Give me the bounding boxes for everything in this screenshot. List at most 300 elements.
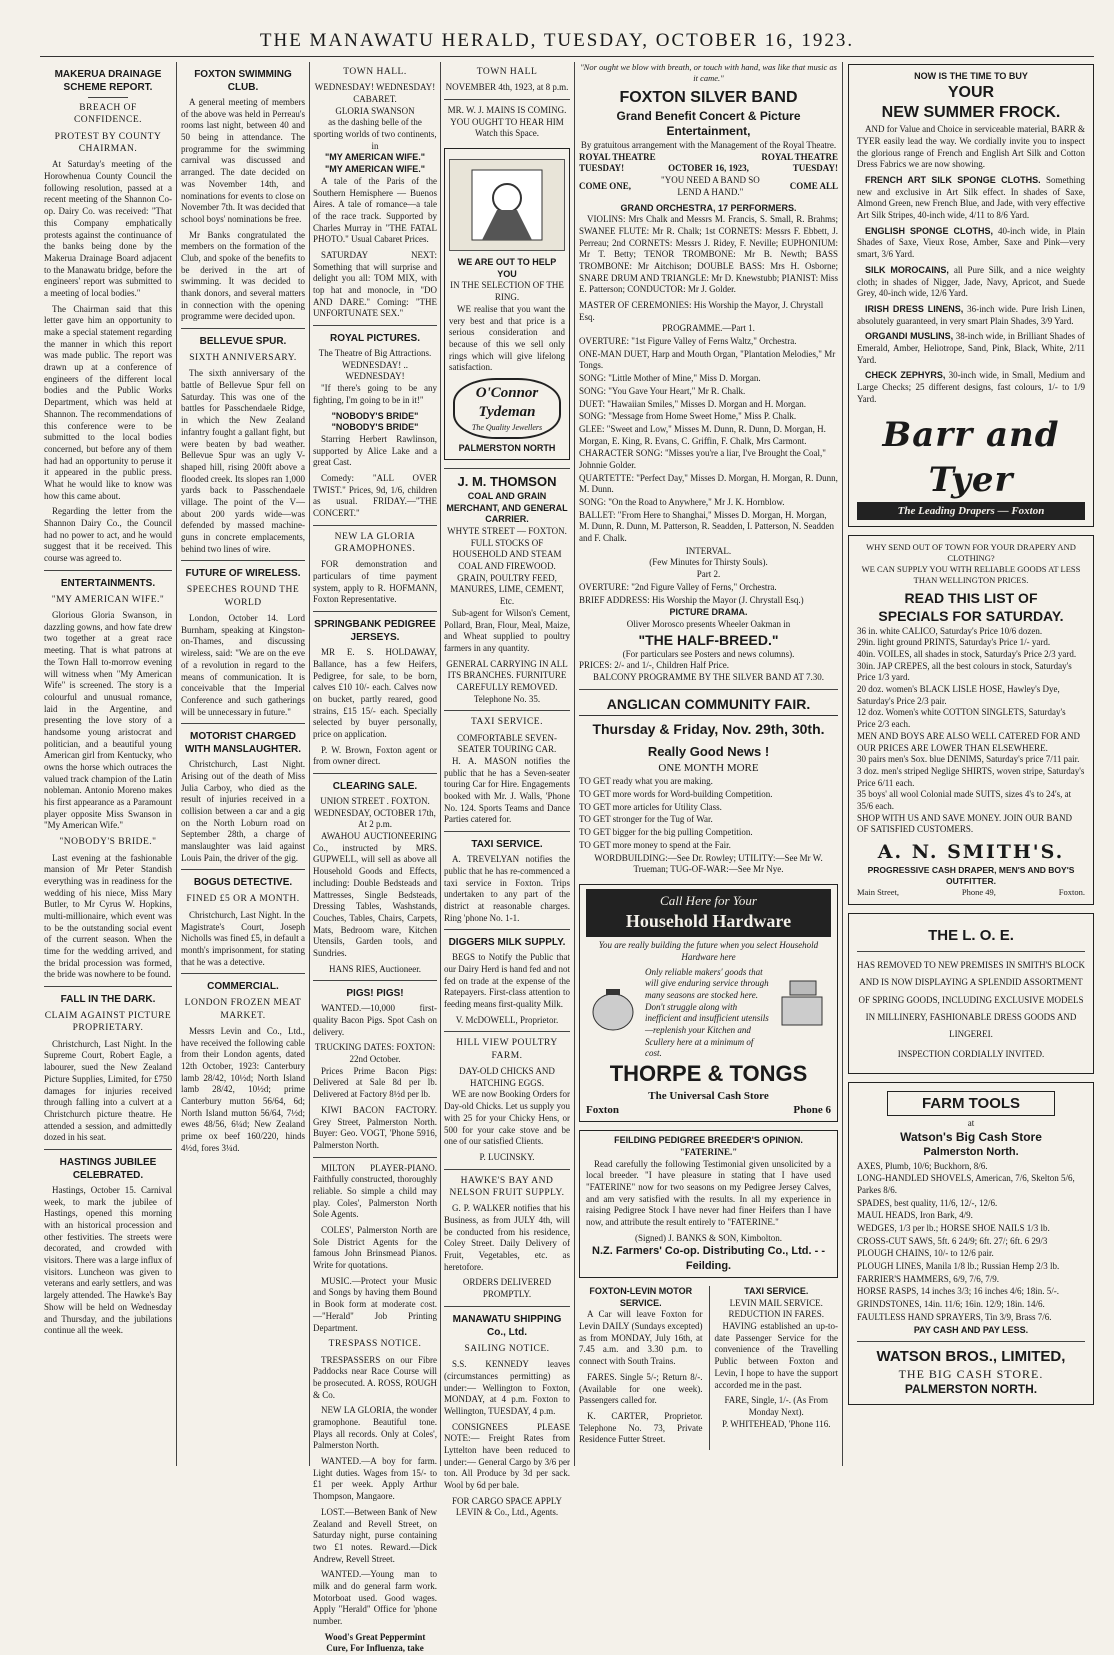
special-item: 12 doz. Women's white COTTON SINGLETS, Saturday's Price 2/3 each. — [857, 707, 1066, 730]
headline: HASTINGS JUBILEE CELEBRATED. — [59, 1156, 157, 1181]
tool-item: CROSS-CUT SAWS, 5ft. 6 24/9; 6ft. 27/; 6ft. 6 29/3 — [857, 1235, 1048, 1246]
ad-line: ROYAL THEATRE — [579, 151, 656, 162]
column-ads-5 — [579, 62, 838, 1464]
smith-ad — [848, 535, 1094, 905]
fabric-name: ENGLISH SPONGE CLOTHS, — [865, 225, 999, 236]
ad-line: GLORIA SWANSON — [335, 105, 415, 116]
divider — [44, 1149, 172, 1150]
column-rule — [440, 62, 441, 1466]
fair-list — [579, 776, 838, 851]
headline: COMMERCIAL. — [207, 981, 279, 993]
tool-item: SPADES, best quality, 11/6, 12/-, 12/6. — [857, 1197, 998, 1208]
farm-tools-ad — [848, 1082, 1094, 1405]
ad-text: KIWI BACON FACTORY. Grey Street, Palmerston North. Buyer: Geo. VOGT, 'Phone 5916, Palmerston North. — [313, 1104, 437, 1150]
article-text: Hastings, October 15. Carnival week, to mark the jubilee of Hastings, opened this morning with an historical procession and other festivities. The streets were decorated, and crowded with visitors. There was a large influx of visitors. Luncheon was given to veterans and early settlers, and was largely attended. The Hawke's Bay Show will be held on Wednesday and Thursday, and the jubilations continue all the week. — [44, 1184, 172, 1336]
ad-text: MILTON PLAYER-PIANO. Faithfully constructed, thoroughly reliable. So simple a child may play. Coles', Palmerston North Sole Agents. — [313, 1162, 437, 1220]
ad-line: Palmerston North. — [923, 1146, 1019, 1159]
article-text: A general meeting of members of the above was held in Perreau's rooms last night, between 40 and 50 being in attendance. The programme for the swimming carnival was discussed and arranged. The date decided on was November 14th, and nominations for events to close on November 7th. It was decided that school boys' nominations be free. — [181, 97, 305, 224]
fabric-desc: 40-inch wide, in Plain Shades of Saxe, Vieux Rose, Amber, Saxe and Pink—very smart, 3/6 Yard. — [857, 225, 1085, 260]
ad-title: READ THIS LIST OF — [904, 590, 1038, 607]
fabric-item — [857, 226, 1085, 261]
ad-title: FOXTON-LEVIN MOTOR SERVICE. — [589, 1286, 693, 1308]
ad-title: TRESPASS NOTICE. — [328, 1339, 422, 1350]
ad-line: Oliver Morosco presents Wheeler Oakman in — [626, 618, 791, 629]
fabric-name: CHECK ZEPHYRS, — [865, 370, 949, 381]
ad-text: Starring Herbert Rawlinson, supported by Alice Lake and a great Cast. — [313, 433, 437, 468]
ad-line: LEVIN MAIL SERVICE. — [729, 1297, 823, 1308]
ad-title: TAXI SERVICE. — [470, 717, 543, 728]
ad-title: PIGS! PIGS! — [346, 988, 404, 1000]
special-item: 20 doz. women's BLACK LISLE HOSE, Hawley's Dye, Saturday's Price 2/3 pair. — [857, 684, 1060, 706]
ad-title: FEILDING PEDIGREE BREEDER'S OPINION. — [614, 1135, 803, 1146]
loe-ad — [848, 913, 1094, 1074]
ad-text: MUSIC.—Protect your Music and Songs by having them Bound in Book form at moderate cost.—"Herald" Job Printing Department. — [313, 1275, 437, 1333]
article-text: Christchurch, Last Night. In the Magistrate's Court, Joseph Nicholls was fined £5, in default a month's imprisonment, for stating that he was a detective. — [181, 909, 305, 967]
ad-text: AWAHOU AUCTIONEERING Co., instructed by MRS. GUPWELL, will sell as above all Household Goods and Effects, including: Double Bedsteads and Mattresses, Single Bedsteads, Dressing Tables, Washstands, Couches, Tables, Chairs, Carpets, Mats, Bedroom ware, Kitchen Utensils, Garden tools, and Sundries. — [313, 831, 437, 958]
divider — [181, 560, 305, 561]
masthead — [0, 30, 1114, 52]
bride-illustration — [449, 159, 565, 251]
ad-line: PROGRAMME.—Part 1. — [662, 323, 755, 334]
ad-text: BEGS to Notify the Public that our Dairy Herd is hand fed and not fed on trade at the expense of the Ratepayers. First-class attention to feeding means first-quality Milk. — [444, 952, 570, 1010]
hardware-banner — [586, 889, 831, 937]
ad-line: INTERVAL. — [685, 545, 732, 556]
divider — [88, 97, 128, 98]
ad-text: TRESPASSERS on our Fibre Paddocks near Race Course will be prosecuted. A. ROSS, ROUGH & Co. — [313, 1354, 437, 1400]
article-text: Christchurch, Last Night. Arising out of the death of Miss Julia Carboy, who died as the result of injuries received in a collision between a car and a gig on the North Loburn road on September 28th, a charge of manslaughter was laid against Louis Pain, the driver of the gig. — [181, 759, 305, 863]
special-item: SHOP WITH US AND SAVE MONEY. JOIN OUR BAND OF SATISFIED CUSTOMERS. — [857, 812, 1072, 835]
subhead: SIXTH ANNIVERSARY. — [189, 353, 297, 364]
divider — [313, 325, 437, 326]
ad-line: P. WHITEHEAD, 'Phone 116. — [721, 1418, 831, 1429]
fabric-name: ORGANDI MUSLINS, — [865, 331, 956, 342]
ad-line: HANS RIES, Auctioneer. — [329, 963, 421, 974]
ad-line: Only reliable makers' goods that will give enduring service through many seasons are stocked here. — [645, 966, 769, 1000]
ad-line: Part 2. — [696, 569, 721, 580]
ad-line: (Few Minutes for Thirsty Souls). — [649, 557, 768, 568]
ad-text: AND for Value and Choice in serviceable material, BARR & TYER easily lead the way. We cordially invite you to inspect the glorious range of French and English Art Silk and Cotton Dress Fabrics we are now showing. — [857, 124, 1085, 170]
article-text: London, October 14. Lord Burnham, speaking at Kingston-on-Thames, and discussing wireless, said: "We are on the eve of a revolution in regard to the means of communication. It is conceivable that the Imperial Conference and such gatherings will be unnecessary in future." — [181, 613, 305, 717]
ad-line: IN THE SELECTION OF THE RING. — [450, 280, 564, 303]
divider — [313, 611, 437, 612]
quote: "Nor ought we blow with breath, or touch with hand, was like that music as it came." — [580, 62, 837, 84]
special-item: 3 doz. men's striped Neglige SHIRTS, woven stripe, Saturday's Price 6/11 each. — [857, 765, 1085, 788]
ad-title: THE L. O. E. — [928, 926, 1014, 944]
ad-text: HAS REMOVED TO NEW PREMISES IN SMITH'S BLOCK AND IS NOW DISPLAYING A SPLENDID ASSORTMENT OF SPRING GOODS, INCLUDING EXCLUSIVE MODELS IN MILLINERY, FASHIONABLE DRESS GOODS AND LINGEREI. — [857, 960, 1085, 1039]
ad-title: TAXI SERVICE. — [744, 1286, 809, 1297]
programme-part-1 — [579, 336, 838, 545]
ad-line: WHY SEND OUT OF TOWN FOR YOUR DRAPERY AND CLOTHING? — [866, 542, 1076, 564]
ad-text: Comedy: "ALL OVER TWIST." Prices, 9d, 1/6, children as usual. FRIDAY.—"THE CONCERT." — [313, 472, 437, 519]
ad-line: NOW IS THE TIME TO BUY — [914, 71, 1028, 81]
fabric-name: SILK MOROCAINS, — [865, 264, 954, 275]
article-text: Glorious Gloria Swanson, in dazzling gowns, and how fate drew two together at a great race meeting. That is what patrons at the Town Hall to-morrow evening will witness when "My American Wife" is screened. The story is a colourful and unusual romance, laid in the Argentine, and presenting the love story of a handsome young aristocrat and politician, and a beautiful young American girl from Kentucky, who owns the horse which outraces the valued track champion of the Latin nobleman. Antonio Moreno makes his first appearance as a Paramount player opposite Miss Swanson in "My American Wife." — [44, 610, 172, 831]
divider — [313, 525, 437, 526]
article-text: The Chairman said that this letter gave him an opportunity to make a special statement regarding the manner in which this report was made public. The report was drawn up at a conference of engineers of the different local bodies and the Public Works Department, which was held at Shannon. The recommendations of this conference were to be submitted to the local bodies concerned, but before any of them had had an opportunity to peruse it it appeared in the public press. What he would like to know was how this came about. — [44, 303, 172, 501]
ad-title: TOWN HALL — [476, 67, 538, 77]
special-item: 36 in. white CALICO, Saturday's Price 10/6 dozen. — [857, 625, 1043, 636]
ad-line: COAL AND GRAIN MERCHANT, AND GENERAL CARRIER. — [446, 490, 568, 525]
ad-title: NEW LA GLORIA GRAMOPHONES. — [334, 531, 416, 555]
ad-title: ROYAL PICTURES. — [329, 333, 421, 345]
ad-line: OCTOBER 16, 1923, — [668, 163, 749, 174]
ad-title: CLEARING SALE. — [332, 781, 418, 793]
subhead: BREACH OF CONFIDENCE. — [73, 103, 143, 126]
tool-item: GRINDSTONES, 14in. 11/6; 16in. 12/9; 18in. 14/6. — [857, 1299, 1045, 1310]
specials-list — [857, 626, 1085, 836]
fair-item: TO GET more words for Word-building Competition. — [579, 789, 773, 800]
ad-title: J. M. THOMSON — [457, 474, 557, 490]
ad-line: (Signed) J. BANKS & SON, Kimbolton. — [634, 1232, 782, 1243]
ad-line: WEDNESDAY! .. WEDNESDAY! — [342, 359, 408, 382]
ad-text: Read carefully the following Testimonial given unsolicited by a local breeder. "I have pleasure in stating that I have used "FATERINE" now for two seasons on my Pedigree Jersey Calves, and am very satisfied with the results. In all my experience in raising Pedigree Stock I have never had finer Heifers than I have now, and attribute the result entirely to "FATERINE." — [586, 1158, 831, 1228]
divider — [444, 1306, 570, 1307]
ad-line: YOU OUGHT TO HEAR HIM — [450, 116, 564, 127]
faterine-ad — [579, 1130, 838, 1278]
divider — [444, 468, 570, 469]
programme-item: SONG: "Message from Home Sweet Home," Miss P. Chalk. — [579, 411, 797, 422]
divider — [181, 723, 305, 724]
column-rule — [574, 62, 575, 1466]
column-news-1 — [44, 62, 172, 1464]
tool-item: WEDGES, 1/3 per lb.; HORSE SHOE NAILS 1/3 lb. — [857, 1223, 1050, 1234]
fabric-item — [857, 265, 1085, 300]
headline: BOGUS DETECTIVE. — [193, 877, 293, 889]
programme-item: BALLET: "From Here to Shanghai," Misses D. Morgan, H. Morgan, M. Dunn, R. Dunn, M. Patterson, R. Seadden, I. Patterson, N. Seadden and F. Chalk. — [579, 509, 834, 544]
fabric-item — [857, 331, 1085, 366]
ad-line: REDUCTION IN FARES. — [728, 1309, 825, 1320]
programme-item: DUET: "Hawaiian Smiles," Misses D. Morgan and H. Morgan. — [579, 398, 807, 409]
fair-item: TO GET ready what you are making. — [579, 776, 713, 787]
column-ads-3 — [313, 62, 437, 1654]
headline: MAKERUA DRAINAGE SCHEME REPORT. — [54, 69, 162, 93]
programme-item: OVERTURE: "2nd Figure Valley of Ferns," Orchestra. — [579, 581, 777, 592]
ad-title: WATSON BROS., LIMITED, — [876, 1348, 1066, 1366]
motor-taxi-row — [579, 1286, 838, 1450]
ad-text: FOR demonstration and particulars of time payment system, apply to R. HOFMANN, Foxton Representative. — [313, 559, 437, 605]
ad-text: WE realise that you want the very best and that price is a serious consideration and because of this we sell only rings which will give lifelong satisfaction. — [449, 303, 565, 373]
fabric-name: FRENCH ART SILK SPONGE CLOTHS. — [865, 175, 1046, 186]
ad-line: GRAND ORCHESTRA, 17 PERFORMERS. — [620, 202, 797, 213]
ad-row — [579, 175, 838, 198]
ad-line: The Universal Cash Store — [648, 1089, 769, 1102]
ad-line: UNION STREET . FOXTON. WEDNESDAY, OCTOBER 17th, At 2 p.m. — [314, 796, 436, 830]
ad-line: Watch this Space. — [474, 128, 539, 139]
headline: MOTORIST CHARGED WITH MANSLAUGHTER. — [184, 731, 302, 756]
tools-list — [857, 1161, 1085, 1324]
ad-text: H. A. MASON notifies the public that he has a Seven-seater touring Car for Hire. Engagements booked with Mr. J. Walls, 'Phone No. 124. Sports Teams and Dance Parties catered for. — [444, 756, 570, 825]
article-text: Messrs Levin and Co., Ltd., have received the following cable from their London agents, dated 12th October, 1923: Canterbury lamb 28/42, 10½d; North Island lamb 28/42, 10½d; prime Canterbury mutton 56/64, 6d; North Island mutton 56/64, 7½d; ewes 48/56, 6¼d; New Zealand prime ox beef 160/220, hinds 4½d, fores 3¼d. — [181, 1025, 305, 1153]
ad-line: GRAIN, POULTRY FEED, MANURES, LIME, CEMENT, Etc. — [450, 572, 564, 607]
divider — [313, 1157, 437, 1158]
ring-display-icon — [450, 160, 564, 250]
ad-line: YOUR — [947, 83, 995, 101]
hardware-text — [645, 967, 772, 1061]
ad-text: MR E. S. HOLDAWAY, Ballance, has a few Heifers, Pedigree, for sale, to be born, calves £10 10/- each. Calves now on bucket, partly reared, good strains, £15 15/- each. Specially selected by buyer personally, price on application. — [313, 647, 437, 739]
ad-text: P. W. Brown, Foxton agent or from owner direct. — [313, 744, 437, 767]
ad-line: ROYAL THEATRE — [761, 151, 838, 162]
ad-title: TAXI SERVICE. — [471, 839, 543, 851]
ad-text: WANTED.—Young man to milk and do general farm work. Motorboat used. Good wages. Apply "Herald" Office for 'phone number. — [313, 1569, 437, 1626]
programme-item: ONE-MAN DUET, Harp and Mouth Organ, "Plantation Melodies," Mr Tongs. — [579, 348, 836, 371]
ad-line: Household Hardware — [625, 910, 792, 931]
divider — [181, 869, 305, 870]
ad-text: K. CARTER, Proprietor. Telephone No. 73, Private Residence Futter Street. — [579, 1410, 703, 1445]
headline: BELLEVUE SPUR. — [199, 336, 287, 348]
ad-title: FARM TOOLS — [887, 1091, 1055, 1117]
programme-item: CHARACTER SONG: "Misses you're a liar, I've Brought the Coal," Johnnie Golder. — [579, 448, 826, 470]
ad-text: S.S. KENNEDY leaves (circumstances permitting) as under:— Wellington to Foxton, MONDAY, at 4 p.m. Foxton to Wellington, TUESDAY, 4 p.m. — [444, 1359, 570, 1416]
special-item: 40in. VOILES, all shades in stock, Saturday's Price 2/3 yard. — [857, 649, 1077, 660]
ad-line: PICTURE DRAMA. — [669, 607, 748, 618]
masthead-rule — [40, 56, 1094, 57]
ad-line: (For particulars see Posters and news columns). — [622, 648, 795, 659]
subhead: FINED £5 OR A MONTH. — [186, 894, 300, 905]
ad-line: "MY AMERICAN WIFE." — [324, 152, 426, 163]
article-text: Christchurch, Last Night. In the Supreme Court, Robert Eagle, a labourer, sued the New Zealand Picture Supplies, Limited, for £750 damages for injuries received through falling into a culvert at a Christchurch picture theatre. He attended a session, and admittedly dozed in his seat. — [44, 1038, 172, 1143]
divider — [444, 1169, 570, 1170]
column-ads-4 — [444, 62, 570, 1518]
ad-line: WE ARE OUT TO HELP YOU — [457, 257, 557, 279]
ad-line: THE BIG CASH STORE. — [898, 1366, 1044, 1381]
ad-text: Prices Prime Bacon Pigs: Delivered at Sale 8d per lb. Delivered at Factory 8½d per lb. — [313, 1065, 437, 1100]
kettle-icon — [586, 967, 641, 1037]
ad-line: BALCONY PROGRAMME BY THE SILVER BAND AT 7.30. — [593, 672, 824, 683]
special-item: 30in. JAP CREPES, all the best colours in stock, Saturday's Price 1/3 yard. — [857, 660, 1072, 683]
special-item: 30 pairs men's Sox. blue DENIMS, Saturday's price 7/11 pair. — [857, 754, 1080, 765]
ad-row — [586, 1103, 831, 1117]
divider — [444, 831, 570, 832]
special-item: 35 boys' all wool Colonial made SUITS, sizes 4's to 24's, at 35/6 each. — [857, 789, 1072, 811]
fabric-desc: 30-inch wide, in Small, Medium and Large Checks; 25 different designs, fast colours, 1/- to 1/9 Yard. — [857, 370, 1085, 404]
ad-line: MASTER OF CEREMONIES: His Worship the Mayor, J. Chrystall Esq. — [579, 300, 824, 322]
subhead: "MY AMERICAN WIFE." — [51, 594, 165, 605]
ad-line: N.Z. Farmers' Co-op. Distributing Co., Ltd. - - Feilding. — [592, 1245, 825, 1272]
ad-line: TUESDAY! — [579, 163, 625, 174]
article-text: Regarding the letter from the Shannon Dairy Co., the Council had no power to act, and he would suggest that it be received. This course was agreed to. — [44, 506, 172, 564]
hardware-body — [586, 967, 831, 1061]
ad-line: Phone 6 — [793, 1103, 831, 1116]
ad-text: WANTED.—10,000 first-quality Bacon Pigs. Spot Cash on delivery. — [313, 1003, 437, 1037]
divider — [444, 99, 570, 100]
divider — [444, 710, 570, 711]
ad-text: HAVING established an up-to-date Passenger Service for the convenience of the Travelling Public between Foxton and Levin, I hope to have the support accorded me in the past. — [714, 1321, 838, 1390]
fabric-name: IRISH DRESS LINENS, — [865, 303, 968, 314]
programme-item: QUARTETTE: "Perfect Day," Misses D. Morgan, H. Morgan, R. Dunn, M. Dunn. — [579, 472, 838, 495]
fabric-item — [857, 304, 1085, 327]
ad-text: WANTED.—A boy for farm. Light duties. Wages from 15/- to £1 per week. Apply Arthur Thompson, Mangaore. — [313, 1456, 437, 1502]
ad-line: FARE, Single, 1/-. (As From Monday Next). — [724, 1395, 829, 1417]
ad-line: "NOBODY'S BRIDE" — [331, 410, 419, 421]
headline: FUTURE OF WIRELESS. — [185, 568, 301, 580]
ad-line: Phone 49, — [961, 886, 996, 897]
divider — [857, 1341, 1085, 1342]
ad-text: "If there's going to be any fighting, I'm going to be in it!" — [313, 383, 437, 405]
ad-title: MANAWATU SHIPPING Co., Ltd. — [452, 1313, 562, 1338]
fabric-list — [857, 175, 1085, 405]
divider — [444, 1031, 570, 1032]
article-text: The sixth anniversary of the battle of Bellevue Spur fell on Saturday. This was one of the battles for Passchendaele Ridge, in which the New Zealand infantry fought a gallant fight, but were beaten by bad weather. Bellevue Spur was an ugly V-shaped hill, rising 200ft above a flooded creek. Its slopes ran 1,000 yards back to Passchendaele village. The point of the V—about 200 yards wide—was defended by massed machine-guns in concrete emplacements, behind two lines of wire. — [181, 368, 305, 554]
barr-tyer-logo — [857, 413, 1085, 520]
ad-line: FOR CARGO SPACE APPLY LEVIN & Co., Ltd., Agents. — [451, 1495, 563, 1518]
ad-line: as the dashing belle of the sporting worlds of two continents, in — [313, 117, 437, 151]
pots-icon — [776, 967, 831, 1037]
divider — [579, 689, 838, 690]
headline: FALL IN THE DARK. — [60, 994, 156, 1006]
ad-line: MR. W. J. MAINS IS COMING. — [447, 105, 567, 116]
ad-line: ORDERS DELIVERED PROMPTLY. — [462, 1277, 552, 1300]
ad-text: VIOLINS: Mrs Chalk and Messrs M. Francis, S. Small, R. Brahms; SWANEE FLUTE: Mr R. Chalk; 1st CORNETS: Messrs F. Ebbett, J. Perreau; 2nd CORNETS: Messrs J. Ridey, F. Neville; EUPHONIUM: Mr T. Betty; TENOR TROMBONE: Mr B. Newth; BASS TROMBONE: Mr Aitchison; DOUBLE BASS: Mrs H. Osborne; SNARE DRUM AND TRIANGLE: Mr D. Knewstubb; PIANIST: Miss E. Patterson; CONDUCTOR: Mr J. Golder. — [579, 214, 838, 295]
tool-item: HORSE RASPS, 14 inches 3/3; 16 inches 4/6; 18in. 5/-. — [857, 1286, 1060, 1297]
ad-title: HILL VIEW POULTRY FARM. — [456, 1038, 558, 1061]
ad-line: "NOBODY'S BRIDE" — [331, 422, 419, 433]
fabric-desc: Something new and exclusive in Art Silk effect. In shades of Saxe, Almond Green, new French Blue, and Jade, with very effective Art Silk Stripes, 40-inch wide, 4/11 to 8/6 Yard. — [857, 175, 1085, 221]
ad-line: "FATERINE." — [679, 1146, 738, 1157]
programme-item: GLEE: "Sweet and Low," Misses M. Dunn, R. Dunn, D. Morgan, H. Morgan, E. King, R. Evans, C. Griffin, F. Chalk, Mrs Carmont. — [579, 423, 826, 446]
ad-text: SATURDAY NEXT: Something that will surprise and delight you all: TOM MIX, with top hat and monocle, in "DO AND DARE." Coming: "THE UNFORTUNATE SEX." — [313, 249, 437, 319]
ad-line: The Theatre of Big Attractions. — [318, 348, 432, 359]
ad-line: TRUCKING DATES: FOXTON: 22nd October. — [314, 1042, 436, 1065]
ad-line: Watson's Big Cash Store — [900, 1129, 1042, 1144]
ad-line: Really Good News ! — [647, 744, 770, 760]
ad-line: P. LUCINSKY. — [479, 1151, 535, 1162]
ad-line: NOVEMBER 4th, 1923, at 8 p.m. — [445, 82, 569, 93]
fabric-item — [857, 175, 1085, 222]
ad-line: INSPECTION CORDIALLY INVITED. — [897, 1048, 1045, 1059]
tool-item: MAUL HEADS, Iron Bark, 4/9. — [857, 1210, 973, 1221]
programme-item: SONG: "On the Road to Anywhere," Mr J. K. Hornblow. — [579, 497, 785, 508]
special-item: 29in. light ground PRINTS, Saturday's Price 1/- yard. — [857, 637, 1051, 648]
ad-line: COMFORTABLE SEVEN-SEATER TOURING CAR. — [457, 732, 557, 755]
ad-line: DAY-OLD CHICKS AND HATCHING EGGS. — [459, 1066, 555, 1088]
ad-line: Don't struggle along with inefficient and insufficient utensils—replenish your Kitchen and Scullery here at a minimum of cost. — [645, 1001, 769, 1059]
ad-line: PALMERSTON NORTH — [458, 443, 556, 454]
tool-item: LONG-HANDLED SHOVELS, American, 7/6, Skelton 5/6, Parkes 8/6. — [857, 1173, 1075, 1195]
fair-item: TO GET more money to spend at the Fair. — [579, 839, 731, 850]
ad-line: PAY CASH AND PAY LESS. — [913, 1324, 1029, 1335]
ad-title: FOXTON SILVER BAND — [619, 89, 798, 107]
programme-item: SONG: "Little Mother of Mine," Miss D. Morgan. — [579, 373, 761, 384]
subhead: CLAIM AGAINST PICTURE PROPRIETARY. — [44, 1011, 172, 1034]
subhead: PROTEST BY COUNTY CHAIRMAN. — [54, 131, 162, 155]
ad-text: A Car will leave Foxton for Levin DAILY (Sundays excepted) as from MONDAY, July 16th, at 7.45 a.m. and 3.30 p.m. to connect with South Trains. — [579, 1309, 703, 1367]
ad-line: COME ALL — [789, 180, 838, 191]
ad-line: WORDBUILDING:—See Dr. Rowley; UTILITY:—See Mr W. Trueman; TUG-OF-WAR:—See Mr Nye. — [594, 852, 823, 875]
ad-line: GENERAL CARRYING IN ALL ITS BRANCHES. FURNITURE CAREFULLY REMOVED. Telephone No. 35. — [446, 658, 568, 704]
ad-line: V. McDOWELL, Proprietor. — [455, 1014, 559, 1025]
barr-tyer-ad — [848, 64, 1094, 527]
ad-text: A tale of the Paris of the Southern Hemisphere — Buenos Aires. A tale of romance—a tale of the race track. Supported by Charles Murray in "THE FATAL PHOTO." Usual Cabaret Prices. — [313, 175, 437, 245]
ad-title: HAWKE'S BAY AND NELSON FRUIT SUPPLY. — [449, 1175, 565, 1198]
logo-tagline: The Quality Jewellers — [471, 422, 543, 432]
article-text: Mr Banks congratulated the members on the formation of the Club, and spoke of the benefits to be derived in the art of swimming. It was decided to thank donors, and several matters in connection with the opening programme were decided upon. — [181, 229, 305, 322]
logo-name: Barr and Tyer — [882, 415, 1060, 500]
ad-title: ANGLICAN COMMUNITY FAIR. — [579, 695, 838, 716]
divider — [857, 951, 1085, 952]
ad-line: ONE MONTH MORE — [658, 762, 759, 775]
ad-title: NEW SUMMER FROCK. — [881, 104, 1061, 122]
jeweller-ad — [444, 148, 570, 460]
logo-tagline: The Leading Drapers — Foxton — [857, 502, 1085, 520]
masthead-title: THE MANAWATU HERALD, TUESDAY, OCTOBER 16, 1923. — [259, 30, 855, 51]
taxi-service-ad — [709, 1286, 839, 1450]
tool-item: PLOUGH LINES, Manila 1/8 lb.; Russian Hemp 2/3 lb. — [857, 1261, 1060, 1272]
column-news-2 — [181, 62, 305, 1464]
ad-text: G. P. WALKER notifies that his Business, as from JULY 4th, will be conducted from his residence, Coley Street. Daily Delivery of Fruit, Vegetables, etc. as heretofore. — [444, 1203, 570, 1272]
ad-line: You are really building the future when you select Household Hardware here — [598, 940, 819, 962]
ad-row — [579, 163, 838, 175]
ad-text: A. TREVELYAN notifies the public that he has re-commenced a taxi service in Foxton. Trips undertaken to any part of the district at reasonable charges. Ring 'phone No. 1-1. — [444, 854, 570, 923]
programme-item: SONG: "You Gave Your Heart," Mr R. Chalk. — [579, 385, 746, 396]
logo-name: O'Connor Tydeman — [475, 384, 539, 421]
programme-item: BRIEF ADDRESS: His Worship the Mayor (J. Chrystall Esq.) — [579, 594, 804, 605]
tool-item: AXES, Plumb, 10/6; Buckhorn, 8/6. — [857, 1160, 988, 1171]
column-rule — [176, 62, 177, 1466]
column-rule — [842, 62, 843, 1466]
ad-title: THORPE & TONGS — [609, 1061, 808, 1087]
jeweller-logo — [453, 378, 561, 439]
divider — [444, 929, 570, 930]
ad-line: FULL STOCKS OF HOUSEHOLD AND STEAM COAL AND FIREWOOD. — [452, 537, 562, 572]
ad-line: Call Here for Your — [660, 892, 757, 908]
article-text: At Saturday's meeting of the Horowhenua County Council the following resolution, passed at a recent meeting of the Shannon Co-op. Dairy Co. was received: "That this Company emphatically protests against the continuance of the banks being done by the Makerua Drainage Board adjacent to the Manawatu bridge, before the engineers' report was submitted to a meeting of local bodies." — [44, 159, 172, 298]
ad-title: SPRINGBANK PEDIGREE JERSEYS. — [314, 619, 436, 644]
fair-item: TO GET bigger for the big pulling Competition. — [579, 827, 753, 838]
ad-line: WEDNESDAY! WEDNESDAY! — [314, 82, 436, 93]
ad-subtitle: Thursday & Friday, Nov. 29th, 30th. — [592, 721, 825, 738]
motor-service-ad — [579, 1286, 703, 1450]
ad-text: CONSIGNEES PLEASE NOTE:— Freight Rates from Lyttelton have been reduced to under:— General Cargo by 3/6 per ton. All Produce by 3d per sack. Wool by 6d per bale. — [444, 1421, 570, 1490]
ad-title: A. N. SMITH'S. — [877, 841, 1065, 864]
ad-line: TUESDAY! — [792, 163, 838, 174]
divider — [181, 328, 305, 329]
ad-line: "YOU NEED A BAND SO LEND A HAND." — [661, 175, 760, 197]
fair-item: TO GET more articles for Utility Class. — [579, 801, 722, 812]
ad-line: "THE HALF-BREED." — [638, 631, 779, 648]
ad-line: WHYTE STREET — FOXTON. — [447, 526, 567, 536]
ad-line: Foxton — [586, 1103, 619, 1116]
ad-line: CABARET. — [353, 94, 397, 105]
divider — [313, 773, 437, 774]
divider — [313, 980, 437, 981]
divider — [44, 986, 172, 987]
tool-item: FARRIER'S HAMMERS, 6/9, 7/6, 7/9. — [857, 1273, 999, 1284]
ad-line: Main Street, — [857, 886, 900, 897]
ad-line: at — [967, 1118, 975, 1128]
tool-item: FAULTLESS HAND SPRAYERS, Tin 3/9, Brass 7/6. — [857, 1311, 1052, 1322]
column-ads-6 — [848, 62, 1094, 1464]
article-text: Last evening at the fashionable mansion of Mr Peter Standish everything was in readiness for the wedding of his niece, Miss Mary Butler, to Mr Cyrus W. Hopkins, multi-millionaire, which event was to be the outstanding social event of the current season. When the time for the wedding arrived, and the bridal procession was formed, the bride was nowhere to be found. — [44, 852, 172, 980]
ad-title: SPECIALS FOR SATURDAY. — [878, 608, 1064, 625]
ad-title: DIGGERS MILK SUPPLY. — [448, 937, 566, 949]
ad-title: TOWN HALL. — [343, 67, 407, 77]
ad-text: LOST.—Between Bank of New Zealand and Revell Street, on Saturday night, purse containing two £1 notes. Reward.—Dick Andrew, Revell Street. — [313, 1506, 437, 1564]
subhead: SPEECHES ROUND THE WORLD — [186, 585, 300, 608]
ad-line: By gratuitous arrangement with the Management of the Royal Theatre. — [580, 140, 837, 151]
fair-item: TO GET stronger for the Tug of War. — [579, 814, 713, 825]
fabric-item — [857, 370, 1085, 405]
ad-text: Sub-agent for Wilson's Cement, Pollard, Bran, Flour, Meal, Maize, and Wheat supplied to poultry farmers in any quantity. — [444, 607, 570, 653]
hardware-ad — [579, 884, 838, 1122]
programme-item: OVERTURE: "1st Figure Valley of Ferns Waltz," Orchestra. — [579, 336, 797, 347]
ad-text: NEW LA GLORIA, the wonder gramophone. Beautiful tone. Plays all records. Only at Coles', Palmerston North. — [313, 1405, 437, 1451]
subhead: LONDON FROZEN MEAT MARKET. — [184, 998, 302, 1021]
divider — [181, 973, 305, 974]
ad-line: Wood's Great Peppermint Cure, For Influenza, take — [324, 1631, 426, 1654]
subhead: "NOBODY'S BRIDE." — [59, 837, 157, 848]
ad-line: "MY AMERICAN WIFE." — [324, 164, 426, 175]
ad-line: COME ONE, — [579, 180, 632, 191]
